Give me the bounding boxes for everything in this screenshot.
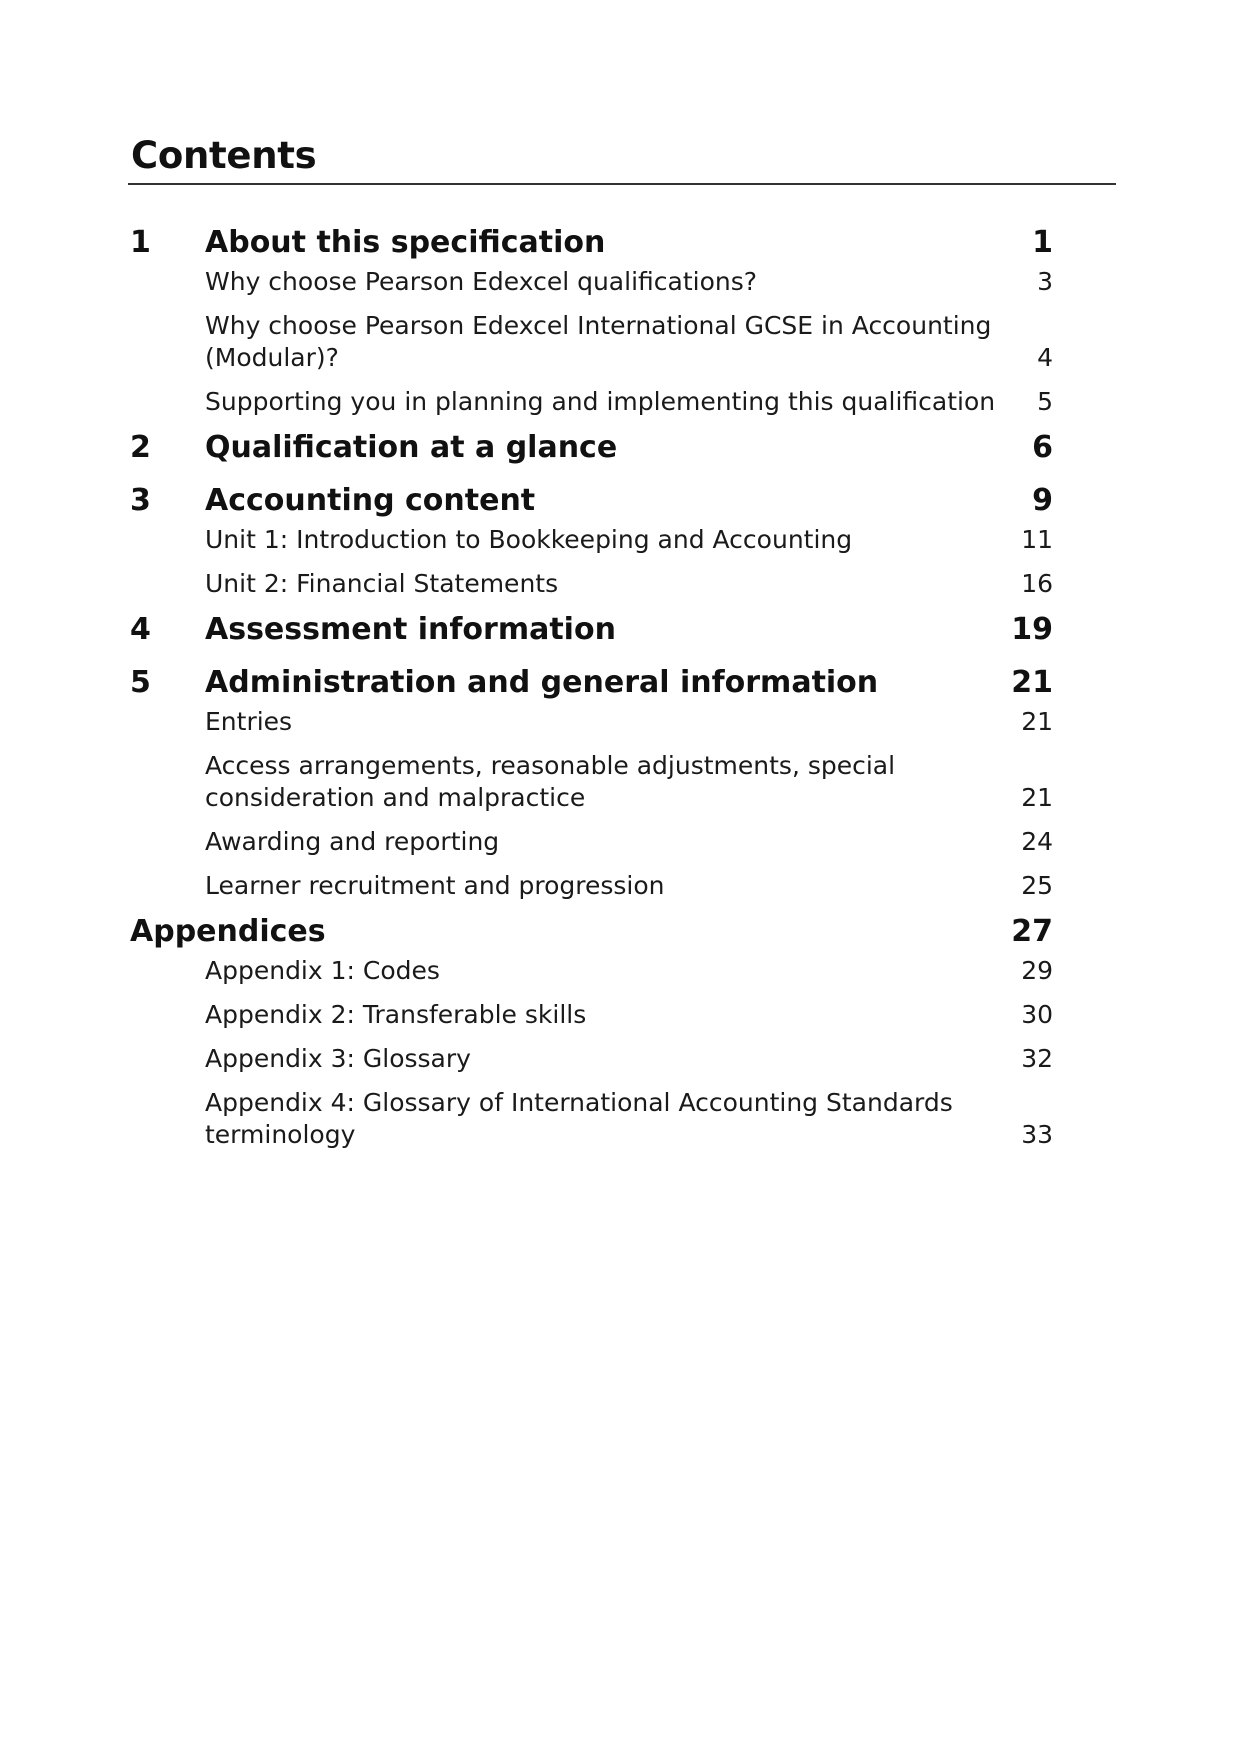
entry-title: Entries [205, 707, 293, 736]
toc-entry[interactable] [130, 524, 1053, 556]
entry-title: Appendix 1: Codes [205, 956, 440, 985]
entry-title: Unit 1: Introduction to Bookkeeping and Accounting [205, 525, 853, 554]
toc-section-assessment-information[interactable] [130, 607, 1053, 653]
toc-entry[interactable] [130, 826, 1053, 858]
entry-page-number: 24 [1021, 827, 1053, 856]
section-title: Administration and general information [205, 665, 879, 700]
entry-title: Supporting you in planning and implementing this qualification [205, 387, 996, 416]
toc-section-appendices[interactable] [130, 909, 1053, 955]
entry-title: Awarding and reporting [205, 827, 500, 856]
section-number: 5 [130, 665, 151, 700]
entry-page-number: 21 [1021, 707, 1053, 736]
toc-section-accounting-content[interactable] [130, 478, 1053, 524]
toc-entry[interactable] [130, 1043, 1053, 1075]
section-number: 3 [130, 483, 151, 518]
entry-title: Appendix 4: Glossary of International Accounting Standards terminology [205, 1088, 953, 1149]
entry-title: Appendix 2: Transferable skills [205, 1000, 587, 1029]
entry-page-number: 33 [1021, 1120, 1053, 1149]
toc-entry[interactable] [130, 870, 1053, 902]
entry-page-number: 25 [1021, 871, 1053, 900]
entry-page-number: 3 [1037, 267, 1053, 296]
entry-title: Why choose Pearson Edexcel International GCSE in Accounting (Modular)? [205, 311, 992, 372]
toc-section-administration-and-general-information[interactable] [130, 660, 1053, 706]
entry-title: Why choose Pearson Edexcel qualifications? [205, 267, 758, 296]
entry-page-number: 4 [1037, 343, 1053, 372]
toc-entry[interactable] [130, 750, 1053, 814]
toc-entry[interactable] [130, 386, 1053, 418]
toc-entry[interactable] [130, 310, 1053, 374]
section-title: About this specification [205, 225, 606, 260]
section-title: Accounting content [205, 483, 536, 518]
section-title: Assessment information [205, 612, 616, 647]
toc-entry[interactable] [130, 999, 1053, 1031]
section-page-number: 6 [1032, 430, 1053, 465]
section-title: Qualification at a glance [205, 430, 618, 465]
toc-entry[interactable] [130, 266, 1053, 298]
section-number: 2 [130, 430, 151, 465]
toc-entry[interactable] [130, 1087, 1053, 1151]
section-number: 4 [130, 612, 151, 647]
section-page-number: 19 [1011, 612, 1053, 647]
title-divider [128, 183, 1116, 185]
section-title: Appendices [130, 914, 326, 949]
entry-title: Learner recruitment and progression [205, 871, 665, 900]
toc-entry[interactable] [130, 706, 1053, 738]
entry-page-number: 11 [1021, 525, 1053, 554]
section-number: 1 [130, 225, 151, 260]
toc-section-qualification-at-a-glance[interactable] [130, 425, 1053, 471]
entry-page-number: 16 [1021, 569, 1053, 598]
entry-page-number: 5 [1037, 387, 1053, 416]
page-title: Contents [131, 134, 317, 177]
entry-page-number: 30 [1021, 1000, 1053, 1029]
entry-page-number: 29 [1021, 956, 1053, 985]
section-page-number: 1 [1032, 225, 1053, 260]
entry-title: Access arrangements, reasonable adjustments, special consideration and malpractice [205, 751, 896, 812]
section-page-number: 9 [1032, 483, 1053, 518]
toc-entry[interactable] [130, 568, 1053, 600]
table-of-contents [130, 220, 1053, 1151]
entry-page-number: 32 [1021, 1044, 1053, 1073]
entry-page-number: 21 [1021, 783, 1053, 812]
section-page-number: 21 [1011, 665, 1053, 700]
section-page-number: 27 [1011, 914, 1053, 949]
toc-section-about-this-specification[interactable] [130, 220, 1053, 266]
entry-title: Appendix 3: Glossary [205, 1044, 471, 1073]
entry-title: Unit 2: Financial Statements [205, 569, 559, 598]
toc-entry[interactable] [130, 955, 1053, 987]
